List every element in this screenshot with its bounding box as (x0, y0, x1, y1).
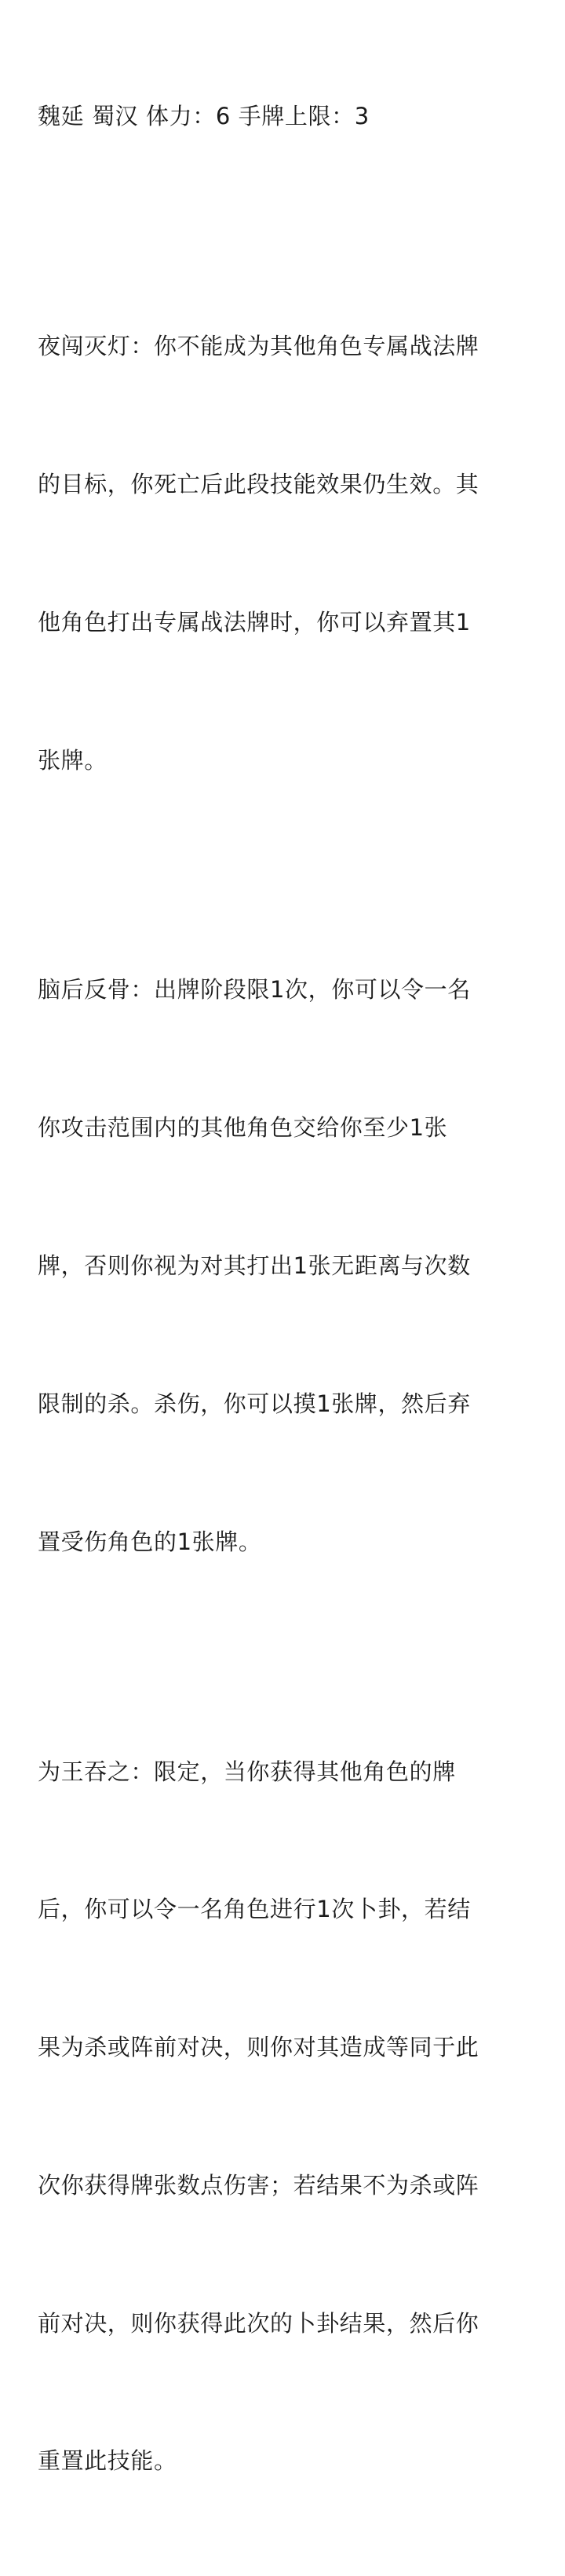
skill-text-line: 置受伤角色的1张牌。 (38, 1528, 262, 1555)
skill-text-line: 前对决，则你获得此次的卜卦结果，然后你 (38, 2309, 479, 2337)
skill-text-line: 重置此技能。 (38, 2447, 177, 2475)
skill-yechuang-miedeng (38, 231, 527, 875)
skill-text-line: 为王吞之：限定，当你获得其他角色的牌 (38, 1758, 456, 1785)
skill-text-line: 你攻击范围内的其他角色交给你至少1张 (38, 1114, 448, 1142)
hero-card-text (38, 2, 527, 2576)
skill-naohou-fangu (38, 875, 527, 1656)
header-line: 魏延 蜀汉 体力：6 手牌上限：3 (38, 103, 370, 130)
skill-text-line: 的目标，你死亡后此段技能效果仍生效。其 (38, 470, 479, 497)
skill-text-line: 次你获得牌张数点伤害；若结果不为杀或阵 (38, 2171, 479, 2199)
skill-text-line: 果为杀或阵前对决，则你对其造成等同于此 (38, 2034, 479, 2061)
skill-text-line: 脑后反骨：出牌阶段限1次，你可以令一名 (38, 976, 471, 1004)
skill-text-line: 牌，否则你视为对其打出1张无距离与次数 (38, 1252, 471, 1280)
skill-text-line: 张牌。 (38, 746, 108, 774)
hero-header (38, 2, 527, 231)
skill-text-line: 后，你可以令一名角色进行1次卜卦，若结 (38, 1896, 471, 1923)
skill-weiwang-tunzhi (38, 1656, 527, 2576)
skill-text-line: 限制的杀。杀伤，你可以摸1张牌，然后弃 (38, 1390, 471, 1417)
skill-text-line: 他角色打出专属战法牌时，你可以弃置其1 (38, 608, 471, 636)
skill-text-line: 夜闯灭灯：你不能成为其他角色专属战法牌 (38, 333, 479, 360)
